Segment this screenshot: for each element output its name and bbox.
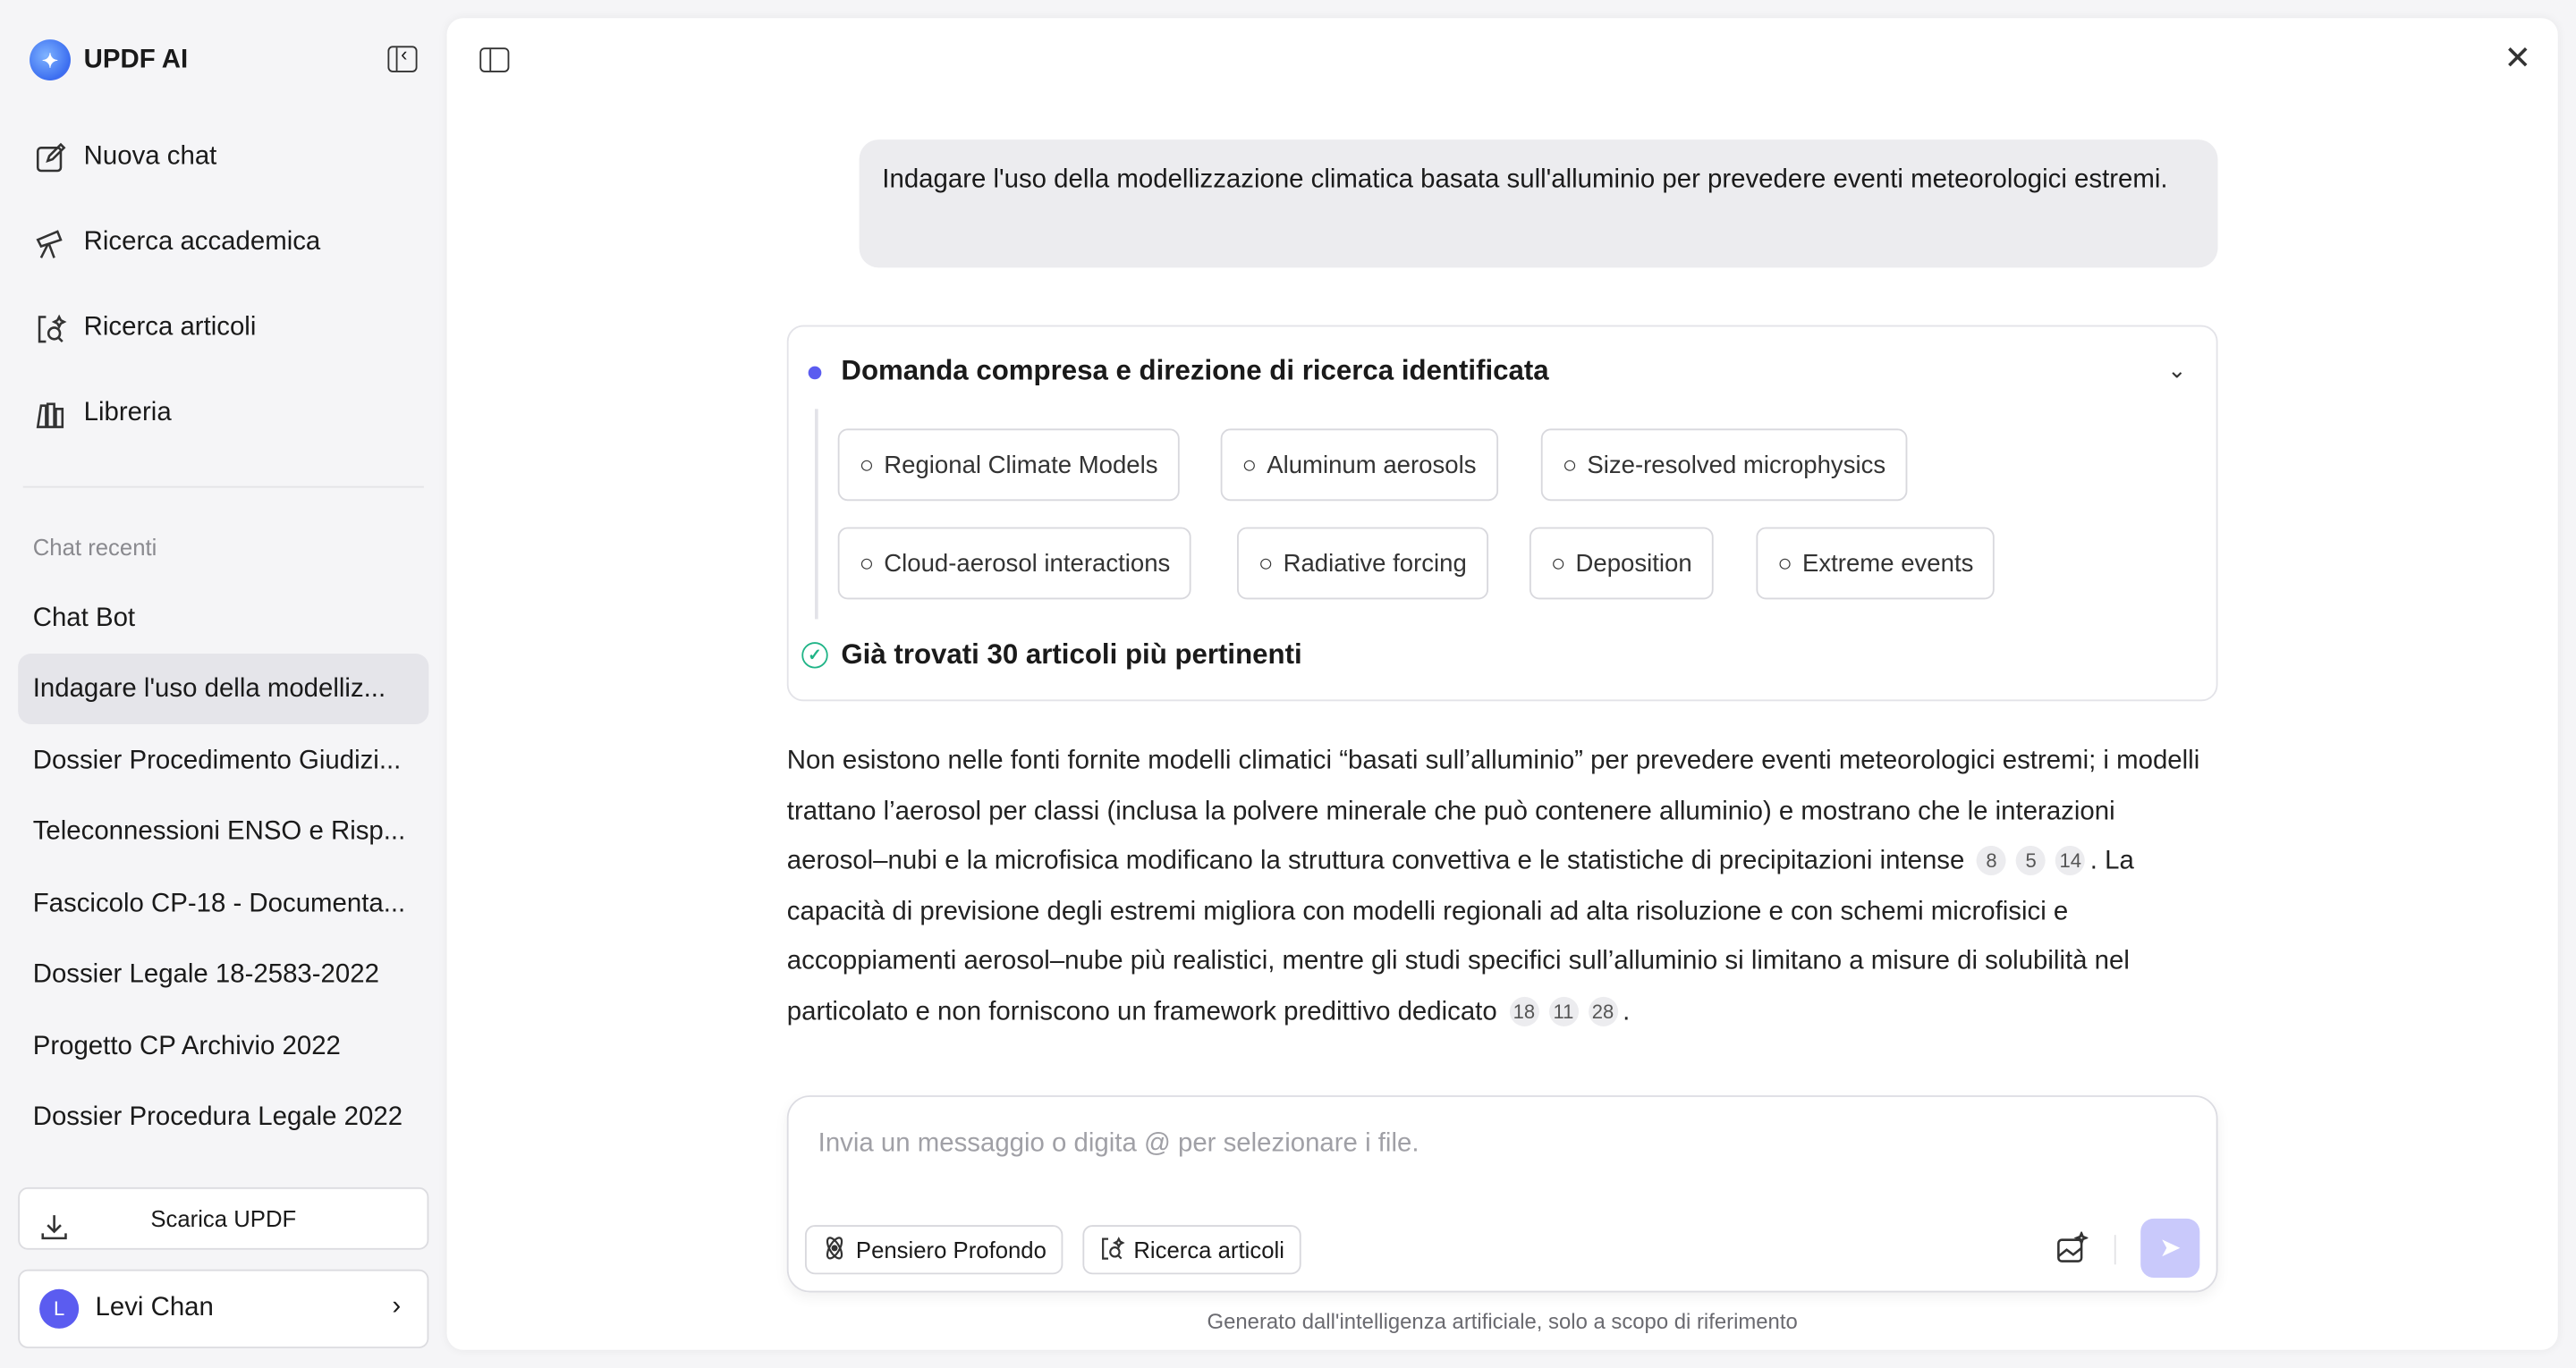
citation-badge[interactable]: 28 [1589, 996, 1618, 1026]
research-title: Domanda compresa e direzione di ricerca identificata [841, 354, 1549, 386]
user-profile-button[interactable] [18, 1270, 428, 1348]
query-label: Deposition [1575, 549, 1692, 578]
recent-chat-item[interactable]: Dossier Procedura Legale 2022 [32, 1103, 403, 1132]
nav-label: Ricerca accademica [83, 228, 321, 257]
download-icon [39, 1203, 69, 1262]
citation-badge[interactable]: 18 [1509, 996, 1538, 1026]
user-name: Levi Chan [95, 1294, 214, 1322]
search-icon: ○ [859, 451, 875, 479]
recent-chats-heading: Chat recenti [32, 533, 157, 561]
check-circle-icon: ✓ [801, 642, 827, 668]
avatar: L [39, 1289, 79, 1329]
edit-icon [33, 139, 69, 175]
search-icon: ○ [1258, 549, 1274, 578]
citation-badge[interactable]: 8 [1977, 846, 2006, 875]
articles-found [801, 638, 1301, 671]
recent-chat-item[interactable]: Dossier Legale 18-2583-2022 [32, 960, 379, 989]
close-icon[interactable]: ✕ [2504, 40, 2532, 78]
search-icon: ○ [1562, 451, 1578, 479]
research-card [787, 325, 2218, 702]
chat-main [447, 18, 2558, 1350]
article-search-button[interactable] [1082, 1225, 1301, 1274]
answer-text: Non esistono nelle fonti fornite modelli climatici “basati sull’alluminio” per prevedere eventi meteorologici estremi; i modelli trattano l’aerosol per classi (inclusa la polvere minerale che può contenere alluminio) e mostrano che le interazioni aerosol–nubi e la microfisica modificano la struttura convettiva e le statistiche di precipitazioni intense [786, 747, 2200, 875]
articles-found-label: Già trovati 30 articoli più pertinenti [841, 638, 1302, 671]
doc-search-icon [1099, 1234, 1125, 1265]
search-icon: ○ [1241, 451, 1258, 479]
article-search-label: Ricerca articoli [1133, 1237, 1284, 1263]
search-icon: ○ [1550, 549, 1566, 578]
doc-search-icon [33, 310, 69, 346]
query-label: Size-resolved microphysics [1587, 451, 1886, 479]
query-chip[interactable] [1756, 528, 1995, 600]
recent-chat-item[interactable]: Chat Bot [32, 604, 136, 633]
library-icon [33, 396, 69, 432]
query-label: Aluminum aerosols [1267, 451, 1477, 479]
separator [2114, 1235, 2116, 1264]
nav-label: Ricerca articoli [83, 313, 257, 342]
recent-chat-item[interactable]: Teleconnessioni ENSO e Risp... [32, 817, 406, 846]
citation-badge[interactable]: 5 [2016, 846, 2046, 875]
query-chip[interactable] [1221, 428, 1498, 501]
sidebar-divider [23, 486, 424, 488]
nav-academic-search[interactable] [33, 225, 321, 261]
composer [787, 1095, 2218, 1292]
deep-think-label: Pensiero Profondo [855, 1237, 1046, 1263]
app-name: UPDF AI [83, 45, 189, 73]
query-label: Extreme events [1801, 549, 1974, 578]
nav-article-search[interactable] [33, 310, 257, 346]
query-chip[interactable] [838, 528, 1191, 600]
query-label: Radiative forcing [1283, 549, 1467, 578]
recent-chat-item[interactable]: Fascicolo CP-18 - Documenta... [32, 890, 406, 918]
message-input[interactable] [815, 1127, 2185, 1199]
collapse-sidebar-icon[interactable] [387, 46, 417, 72]
download-updf-button[interactable] [18, 1187, 428, 1250]
recent-chat-item[interactable]: Progetto CP Archivio 2022 [32, 1033, 341, 1061]
search-icon: ○ [1777, 549, 1792, 578]
sidebar [0, 0, 447, 1368]
telescope-icon [33, 225, 69, 261]
disclaimer: Generato dall'intelligenza artificiale, solo a scopo di riferimento [1207, 1308, 1798, 1334]
status-dot [809, 367, 822, 380]
query-chip[interactable] [1541, 428, 1907, 501]
toggle-panel-icon[interactable] [479, 47, 509, 72]
answer-text: . La capacità di previsione degli estremi migliora con modelli regionali ad alta risoluzione e con schemi microfisici e accoppiamenti aerosol–nube più realistici, mentre gli studi specifici sull’alluminio si limitano a misure di solubilità nel particolato e non forniscono un framework predittivo dedicato [786, 847, 2134, 1026]
timeline-line [815, 409, 818, 619]
download-label: Scarica UPDF [150, 1205, 297, 1232]
nav-new-chat[interactable] [33, 139, 217, 175]
chevron-right-icon: › [392, 1292, 402, 1321]
atom-icon [821, 1234, 847, 1265]
query-chip[interactable] [1530, 528, 1714, 600]
updf-logo-icon: ✦ [30, 39, 71, 80]
citation-badge[interactable]: 11 [1548, 996, 1578, 1026]
recent-chat-item-active[interactable]: Indagare l'uso della modelliz... [18, 654, 428, 724]
query-label: Regional Climate Models [884, 451, 1158, 479]
nav-label: Libreria [83, 399, 172, 427]
image-upload-icon[interactable] [2055, 1232, 2089, 1273]
ai-answer [787, 738, 2218, 1038]
query-chip[interactable] [838, 428, 1180, 501]
user-message: Indagare l'uso della modellizzazione climatica basata sull'alluminio per prevedere eventi meteorologici estremi. [860, 139, 2218, 267]
search-icon: ○ [859, 549, 875, 578]
answer-text: . [1623, 997, 1631, 1026]
query-chip[interactable] [1237, 528, 1488, 600]
brand [30, 39, 188, 80]
nav-label: Nuova chat [83, 142, 217, 172]
recent-chat-item[interactable]: Dossier Procedimento Giudizi... [32, 747, 402, 775]
chevron-down-icon[interactable]: ⌄ [2167, 356, 2187, 383]
nav-library[interactable] [33, 396, 172, 432]
deep-think-button[interactable] [805, 1225, 1063, 1274]
send-icon: ➤ [2158, 1235, 2182, 1263]
send-button[interactable] [2140, 1219, 2199, 1278]
query-label: Cloud-aerosol interactions [884, 549, 1171, 578]
citation-badge[interactable]: 14 [2055, 846, 2085, 875]
